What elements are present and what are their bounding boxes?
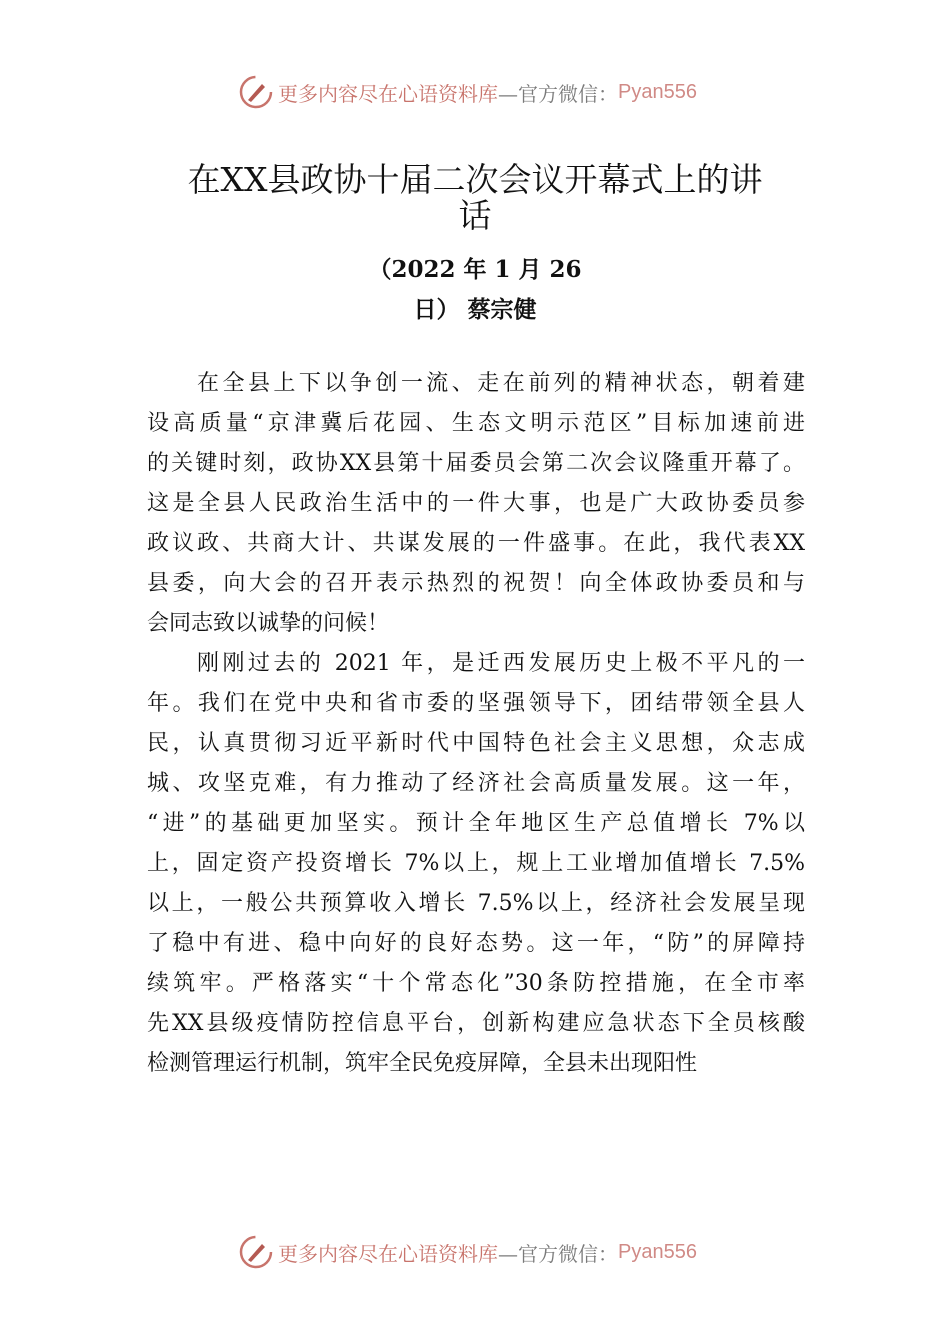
- paragraph-line: 检测管理运行机制，筑牢全民免疫屏障，全县未出现阳性: [147, 1051, 698, 1076]
- paragraph-line: 刚刚过去的 2021 年，是迁西发展历史上极不平凡的一: [197, 651, 805, 676]
- paragraph-line: 了稳中有进、稳中向好的良好态势。这一年，“防”的屏障持: [147, 931, 805, 956]
- watermark-wechat-label: —官方微信：: [498, 81, 618, 106]
- paragraph-line: 设高质量“京津冀后花园、生态文明示范区”目标加速前进: [147, 411, 805, 436]
- watermark-wechat-id: Pyan556: [618, 80, 697, 103]
- paragraph-line: 上，固定资产投资增长 7%以上，规上工业增加值增长 7.5%: [147, 851, 805, 876]
- paragraph-line: 这是全县人民政治生活中的一件大事，也是广大政协委员参: [147, 491, 805, 516]
- paragraph-line: 城、攻坚克难，有力推动了经济社会高质量发展。这一年，: [147, 771, 805, 796]
- document-title-line1: 在XX县政协十届二次会议开幕式上的讲: [187, 160, 763, 199]
- paragraph-line: 会同志致以诚挚的问候！: [147, 611, 390, 636]
- author-line: 日） 蔡宗健: [413, 296, 537, 323]
- document-title-line2: 话: [458, 196, 492, 235]
- watermark-text: 更多内容尽在心语资料库: [278, 81, 498, 106]
- pen-logo-icon: [238, 1234, 274, 1270]
- paragraph-line: 在全县上下以争创一流、走在前列的精神状态，朝着建: [197, 371, 805, 396]
- pen-logo-icon: [238, 74, 274, 110]
- header-watermark: [238, 72, 697, 112]
- paragraph-line: 先XX县级疫情防控信息平台，创新构建应急状态下全员核酸: [147, 1011, 805, 1036]
- paragraph-line: 续筑牢。严格落实“十个常态化”30条防控措施，在全市率: [147, 971, 805, 996]
- watermark-text: 更多内容尽在心语资料库: [278, 1241, 498, 1266]
- paragraph-line: “进”的基础更加坚实。预计全年地区生产总值增长 7%以: [147, 811, 805, 836]
- watermark-wechat-id: Pyan556: [618, 1240, 697, 1263]
- paragraph-line: 以上，一般公共预算收入增长 7.5%以上，经济社会发展呈现: [147, 891, 805, 916]
- paragraph-line: 年。我们在党中央和省市委的坚强领导下，团结带领全县人: [147, 691, 805, 716]
- footer-watermark: [238, 1232, 697, 1272]
- paragraph-line: 的关键时刻，政协XX县第十届委员会第二次会议隆重开幕了。: [147, 451, 805, 476]
- watermark-wechat-label: —官方微信：: [498, 1241, 618, 1266]
- paragraph-line: 县委，向大会的召开表示热烈的祝贺！向全体政协委员和与: [147, 571, 805, 596]
- date-line: （2022 年 1 月 26: [368, 256, 582, 283]
- paragraph-line: 政议政、共商大计、共谋发展的一件盛事。在此，我代表XX: [147, 531, 805, 556]
- paragraph-line: 民，认真贯彻习近平新时代中国特色社会主义思想，众志成: [147, 731, 805, 756]
